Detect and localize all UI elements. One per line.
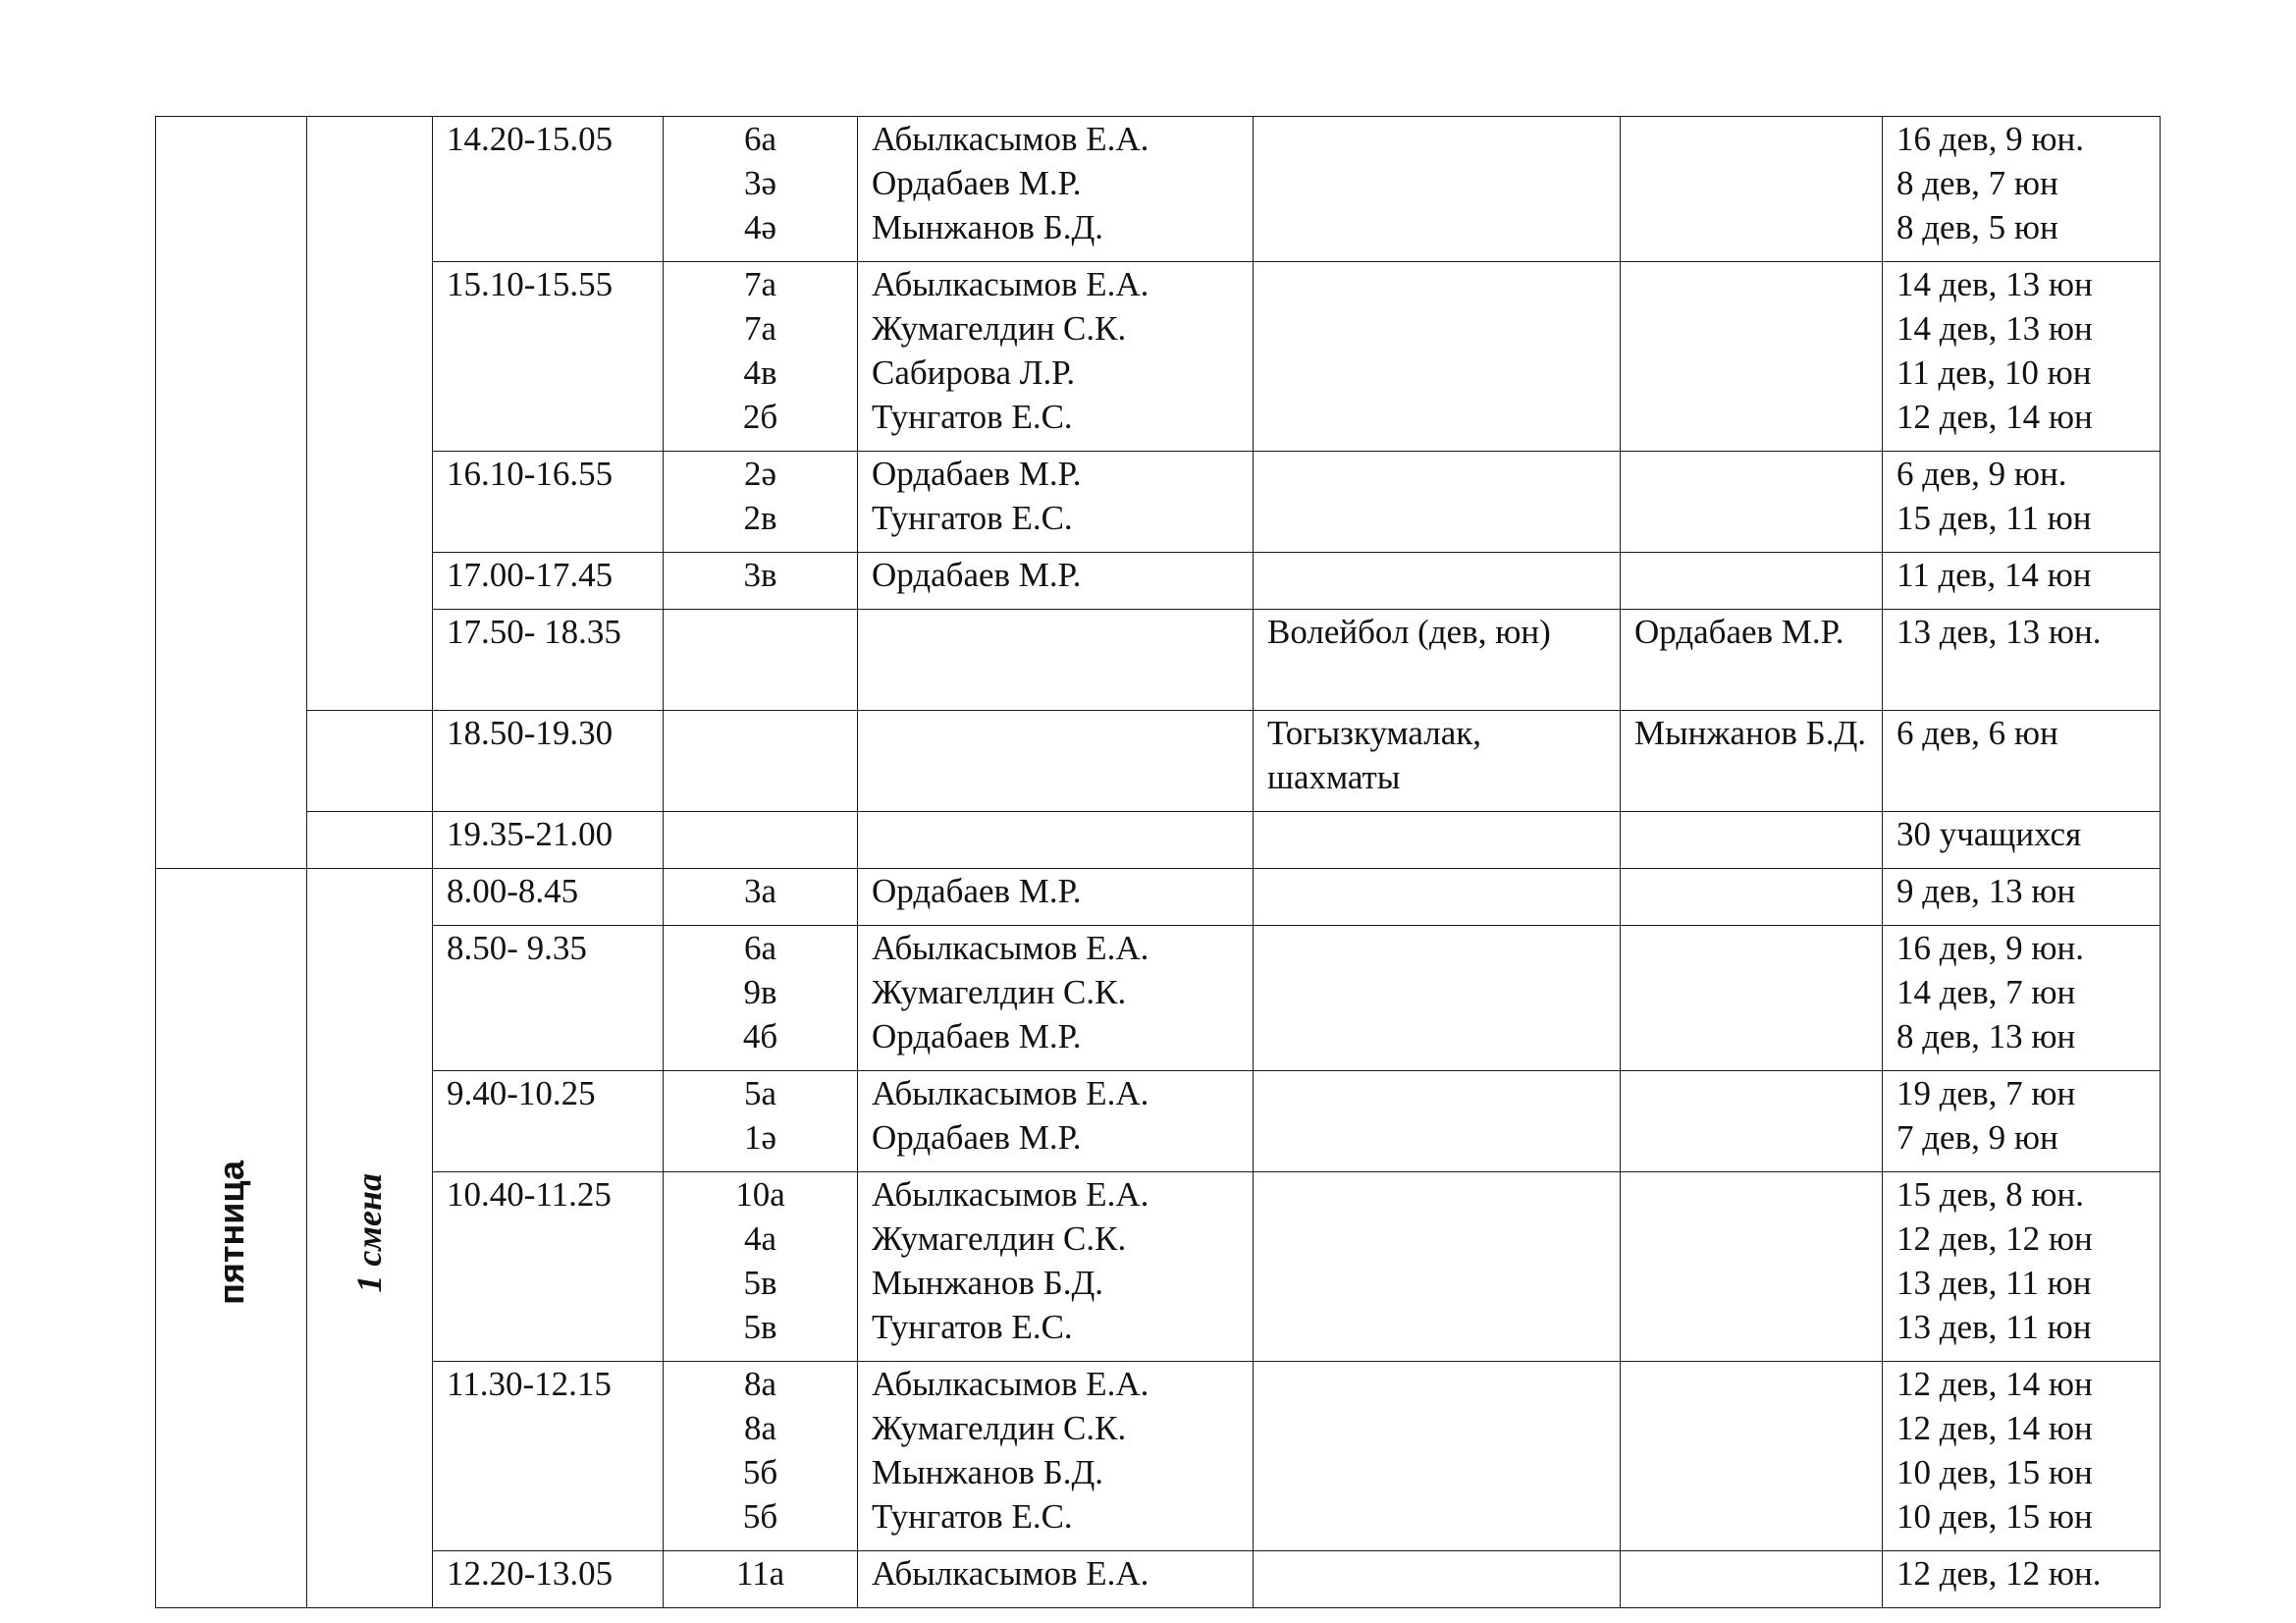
schedule-row bbox=[156, 1172, 2161, 1362]
time-cell: 17.50- 18.35 bbox=[433, 610, 664, 711]
teacher-line: Абылкасымов Е.А. bbox=[872, 1365, 1149, 1403]
students-line: 14 дев, 7 юн bbox=[1896, 973, 2076, 1011]
class-line: 5а bbox=[743, 1074, 777, 1112]
class-cell bbox=[664, 711, 858, 812]
shift-label: 1 смена bbox=[349, 1172, 389, 1293]
time-cell: 8.00-8.45 bbox=[433, 869, 664, 926]
schedule-body bbox=[156, 117, 2161, 1608]
leader-cell bbox=[1621, 452, 1883, 553]
class-cell bbox=[664, 1071, 858, 1172]
schedule-table bbox=[155, 116, 2161, 1608]
time-cell: 9.40-10.25 bbox=[433, 1071, 664, 1172]
teacher-cell bbox=[858, 452, 1254, 553]
activity-cell bbox=[1254, 1071, 1621, 1172]
teacher-cell bbox=[858, 869, 1254, 926]
students-cell bbox=[1883, 262, 2161, 452]
time-cell: 15.10-15.55 bbox=[433, 262, 664, 452]
leader-cell bbox=[1621, 812, 1883, 869]
students-line: 8 дев, 5 юн bbox=[1896, 208, 2058, 246]
class-line: 10а bbox=[735, 1175, 785, 1214]
teacher-cell bbox=[858, 1172, 1254, 1362]
class-line: 4б bbox=[742, 1017, 778, 1055]
schedule-row bbox=[156, 711, 2161, 812]
class-line: 5в bbox=[743, 1308, 777, 1346]
class-line: 9в bbox=[743, 973, 777, 1011]
schedule-row bbox=[156, 812, 2161, 869]
class-line: 4а bbox=[743, 1219, 777, 1258]
class-line: 5б bbox=[742, 1497, 778, 1536]
shift-cell-empty bbox=[307, 812, 433, 869]
teacher-line: Сабирова Л.Р. bbox=[872, 353, 1076, 392]
teacher-line: Абылкасымов Е.А. bbox=[872, 265, 1149, 303]
leader-cell: Мынжанов Б.Д. bbox=[1621, 711, 1883, 812]
teacher-cell bbox=[858, 1071, 1254, 1172]
class-line: 6а bbox=[743, 120, 777, 158]
teacher-cell bbox=[858, 1551, 1254, 1608]
activity-cell: Тогызкумалак, шахматы bbox=[1254, 711, 1621, 812]
students-line: 15 дев, 11 юн bbox=[1896, 499, 2092, 537]
class-line: 3ә bbox=[743, 164, 777, 202]
class-line: 8а bbox=[743, 1409, 777, 1447]
activity-cell bbox=[1254, 262, 1621, 452]
day-cell bbox=[156, 869, 307, 1608]
activity-cell bbox=[1254, 1172, 1621, 1362]
class-cell bbox=[664, 117, 858, 262]
teacher-line: Абылкасымов Е.А. bbox=[872, 1074, 1149, 1112]
activity-cell bbox=[1254, 452, 1621, 553]
students-cell bbox=[1883, 711, 2161, 812]
students-line: 11 дев, 14 юн bbox=[1896, 556, 2092, 594]
students-cell bbox=[1883, 1071, 2161, 1172]
leader-cell bbox=[1621, 1362, 1883, 1551]
schedule-row bbox=[156, 117, 2161, 262]
activity-cell bbox=[1254, 117, 1621, 262]
schedule-row bbox=[156, 1071, 2161, 1172]
teacher-line: Жумагелдин С.К. bbox=[872, 1219, 1127, 1258]
shift-cell bbox=[307, 869, 433, 1608]
schedule-row bbox=[156, 869, 2161, 926]
schedule-row bbox=[156, 1362, 2161, 1551]
students-line: 30 учащихся bbox=[1896, 815, 2082, 853]
students-line: 19 дев, 7 юн bbox=[1896, 1074, 2076, 1112]
students-line: 11 дев, 10 юн bbox=[1896, 353, 2092, 392]
students-cell bbox=[1883, 869, 2161, 926]
teacher-line: Ордабаев М.Р. bbox=[872, 455, 1082, 493]
time-cell: 8.50- 9.35 bbox=[433, 926, 664, 1071]
class-cell bbox=[664, 610, 858, 711]
time-cell: 19.35-21.00 bbox=[433, 812, 664, 869]
students-line: 6 дев, 9 юн. bbox=[1896, 455, 2067, 493]
day-label: пятница bbox=[211, 1161, 251, 1305]
class-cell bbox=[664, 869, 858, 926]
shift-cell-empty bbox=[307, 711, 433, 812]
class-cell bbox=[664, 1172, 858, 1362]
students-line: 12 дев, 14 юн bbox=[1896, 1409, 2093, 1447]
teacher-line: Абылкасымов Е.А. bbox=[872, 1554, 1149, 1593]
students-line: 12 дев, 12 юн. bbox=[1896, 1554, 2102, 1593]
class-line: 6а bbox=[743, 929, 777, 967]
class-line: 1ә bbox=[743, 1118, 777, 1157]
shift-cell-continued bbox=[307, 117, 433, 711]
teacher-line: Жумагелдин С.К. bbox=[872, 1409, 1127, 1447]
schedule-row bbox=[156, 926, 2161, 1071]
teacher-cell bbox=[858, 553, 1254, 610]
activity-cell bbox=[1254, 869, 1621, 926]
teacher-line: Абылкасымов Е.А. bbox=[872, 929, 1149, 967]
teacher-line: Жумагелдин С.К. bbox=[872, 973, 1127, 1011]
students-line: 12 дев, 12 юн bbox=[1896, 1219, 2093, 1258]
leader-cell bbox=[1621, 553, 1883, 610]
students-cell bbox=[1883, 1551, 2161, 1608]
class-cell bbox=[664, 1551, 858, 1608]
students-line: 15 дев, 8 юн. bbox=[1896, 1175, 2084, 1214]
students-line: 10 дев, 15 юн bbox=[1896, 1497, 2093, 1536]
teacher-cell bbox=[858, 262, 1254, 452]
schedule-row bbox=[156, 553, 2161, 610]
teacher-line: Ордабаев М.Р. bbox=[872, 872, 1082, 910]
students-cell bbox=[1883, 452, 2161, 553]
teacher-line: Ордабаев М.Р. bbox=[872, 1017, 1082, 1055]
students-line: 8 дев, 13 юн bbox=[1896, 1017, 2076, 1055]
students-cell bbox=[1883, 610, 2161, 711]
students-line: 6 дев, 6 юн bbox=[1896, 714, 2058, 752]
students-cell bbox=[1883, 1172, 2161, 1362]
leader-cell bbox=[1621, 1071, 1883, 1172]
class-line: 7а bbox=[743, 309, 777, 348]
students-line: 8 дев, 7 юн bbox=[1896, 164, 2058, 202]
class-cell bbox=[664, 262, 858, 452]
leader-cell bbox=[1621, 926, 1883, 1071]
students-line: 14 дев, 13 юн bbox=[1896, 265, 2093, 303]
teacher-cell bbox=[858, 711, 1254, 812]
class-cell bbox=[664, 553, 858, 610]
students-cell bbox=[1883, 812, 2161, 869]
class-line: 2в bbox=[743, 499, 777, 537]
students-line: 12 дев, 14 юн bbox=[1896, 398, 2093, 436]
class-cell bbox=[664, 812, 858, 869]
class-cell bbox=[664, 926, 858, 1071]
class-line: 7а bbox=[743, 265, 777, 303]
activity-cell bbox=[1254, 1362, 1621, 1551]
teacher-cell bbox=[858, 1362, 1254, 1551]
teacher-line: Ордабаев М.Р. bbox=[872, 1118, 1082, 1157]
students-line: 16 дев, 9 юн. bbox=[1896, 929, 2084, 967]
class-line: 3а bbox=[743, 872, 777, 910]
students-line: 12 дев, 14 юн bbox=[1896, 1365, 2093, 1403]
activity-cell: Волейбол (дев, юн) bbox=[1254, 610, 1621, 711]
students-line: 7 дев, 9 юн bbox=[1896, 1118, 2058, 1157]
teacher-line: Ордабаев М.Р. bbox=[872, 556, 1082, 594]
time-cell: 12.20-13.05 bbox=[433, 1551, 664, 1608]
students-line: 13 дев, 11 юн bbox=[1896, 1264, 2092, 1302]
students-line: 9 дев, 13 юн bbox=[1896, 872, 2076, 910]
time-cell: 10.40-11.25 bbox=[433, 1172, 664, 1362]
students-cell bbox=[1883, 553, 2161, 610]
activity-cell bbox=[1254, 926, 1621, 1071]
class-line: 2б bbox=[742, 398, 778, 436]
class-line: 5в bbox=[743, 1264, 777, 1302]
class-line: 2ә bbox=[743, 455, 777, 493]
teacher-line: Тунгатов Е.С. bbox=[872, 499, 1073, 537]
leader-cell: Ордабаев М.Р. bbox=[1621, 610, 1883, 711]
class-cell bbox=[664, 1362, 858, 1551]
teacher-cell bbox=[858, 812, 1254, 869]
day-cell-continued bbox=[156, 117, 307, 869]
activity-cell bbox=[1254, 553, 1621, 610]
class-line: 4в bbox=[743, 353, 777, 392]
time-cell: 16.10-16.55 bbox=[433, 452, 664, 553]
teacher-line: Мынжанов Б.Д. bbox=[872, 1453, 1104, 1491]
leader-cell bbox=[1621, 869, 1883, 926]
class-line: 11а bbox=[735, 1554, 785, 1593]
class-line: 8а bbox=[743, 1365, 777, 1403]
students-cell bbox=[1883, 926, 2161, 1071]
students-cell bbox=[1883, 117, 2161, 262]
teacher-cell bbox=[858, 117, 1254, 262]
students-line: 13 дев, 13 юн. bbox=[1896, 613, 2102, 651]
students-line: 14 дев, 13 юн bbox=[1896, 309, 2093, 348]
teacher-line: Мынжанов Б.Д. bbox=[872, 1264, 1104, 1302]
leader-cell bbox=[1621, 1172, 1883, 1362]
teacher-line: Тунгатов Е.С. bbox=[872, 398, 1073, 436]
schedule-row bbox=[156, 452, 2161, 553]
schedule-row bbox=[156, 1551, 2161, 1608]
leader-cell bbox=[1621, 117, 1883, 262]
leader-cell bbox=[1621, 1551, 1883, 1608]
activity-cell bbox=[1254, 1551, 1621, 1608]
teacher-line: Абылкасымов Е.А. bbox=[872, 1175, 1149, 1214]
class-line: 5б bbox=[742, 1453, 778, 1491]
time-cell: 17.00-17.45 bbox=[433, 553, 664, 610]
schedule-row bbox=[156, 262, 2161, 452]
time-cell: 14.20-15.05 bbox=[433, 117, 664, 262]
teacher-line: Мынжанов Б.Д. bbox=[872, 208, 1104, 246]
teacher-cell bbox=[858, 610, 1254, 711]
schedule-row bbox=[156, 610, 2161, 711]
teacher-line: Абылкасымов Е.А. bbox=[872, 120, 1149, 158]
leader-cell bbox=[1621, 262, 1883, 452]
class-cell bbox=[664, 452, 858, 553]
class-line: 4ә bbox=[743, 208, 777, 246]
students-line: 13 дев, 11 юн bbox=[1896, 1308, 2092, 1346]
teacher-line: Жумагелдин С.К. bbox=[872, 309, 1127, 348]
teacher-cell bbox=[858, 926, 1254, 1071]
activity-cell bbox=[1254, 812, 1621, 869]
teacher-line: Тунгатов Е.С. bbox=[872, 1308, 1073, 1346]
teacher-line: Ордабаев М.Р. bbox=[872, 164, 1082, 202]
time-cell: 11.30-12.15 bbox=[433, 1362, 664, 1551]
time-cell: 18.50-19.30 bbox=[433, 711, 664, 812]
teacher-line: Тунгатов Е.С. bbox=[872, 1497, 1073, 1536]
students-line: 10 дев, 15 юн bbox=[1896, 1453, 2093, 1491]
students-cell bbox=[1883, 1362, 2161, 1551]
class-line: 3в bbox=[743, 556, 777, 594]
students-line: 16 дев, 9 юн. bbox=[1896, 120, 2084, 158]
